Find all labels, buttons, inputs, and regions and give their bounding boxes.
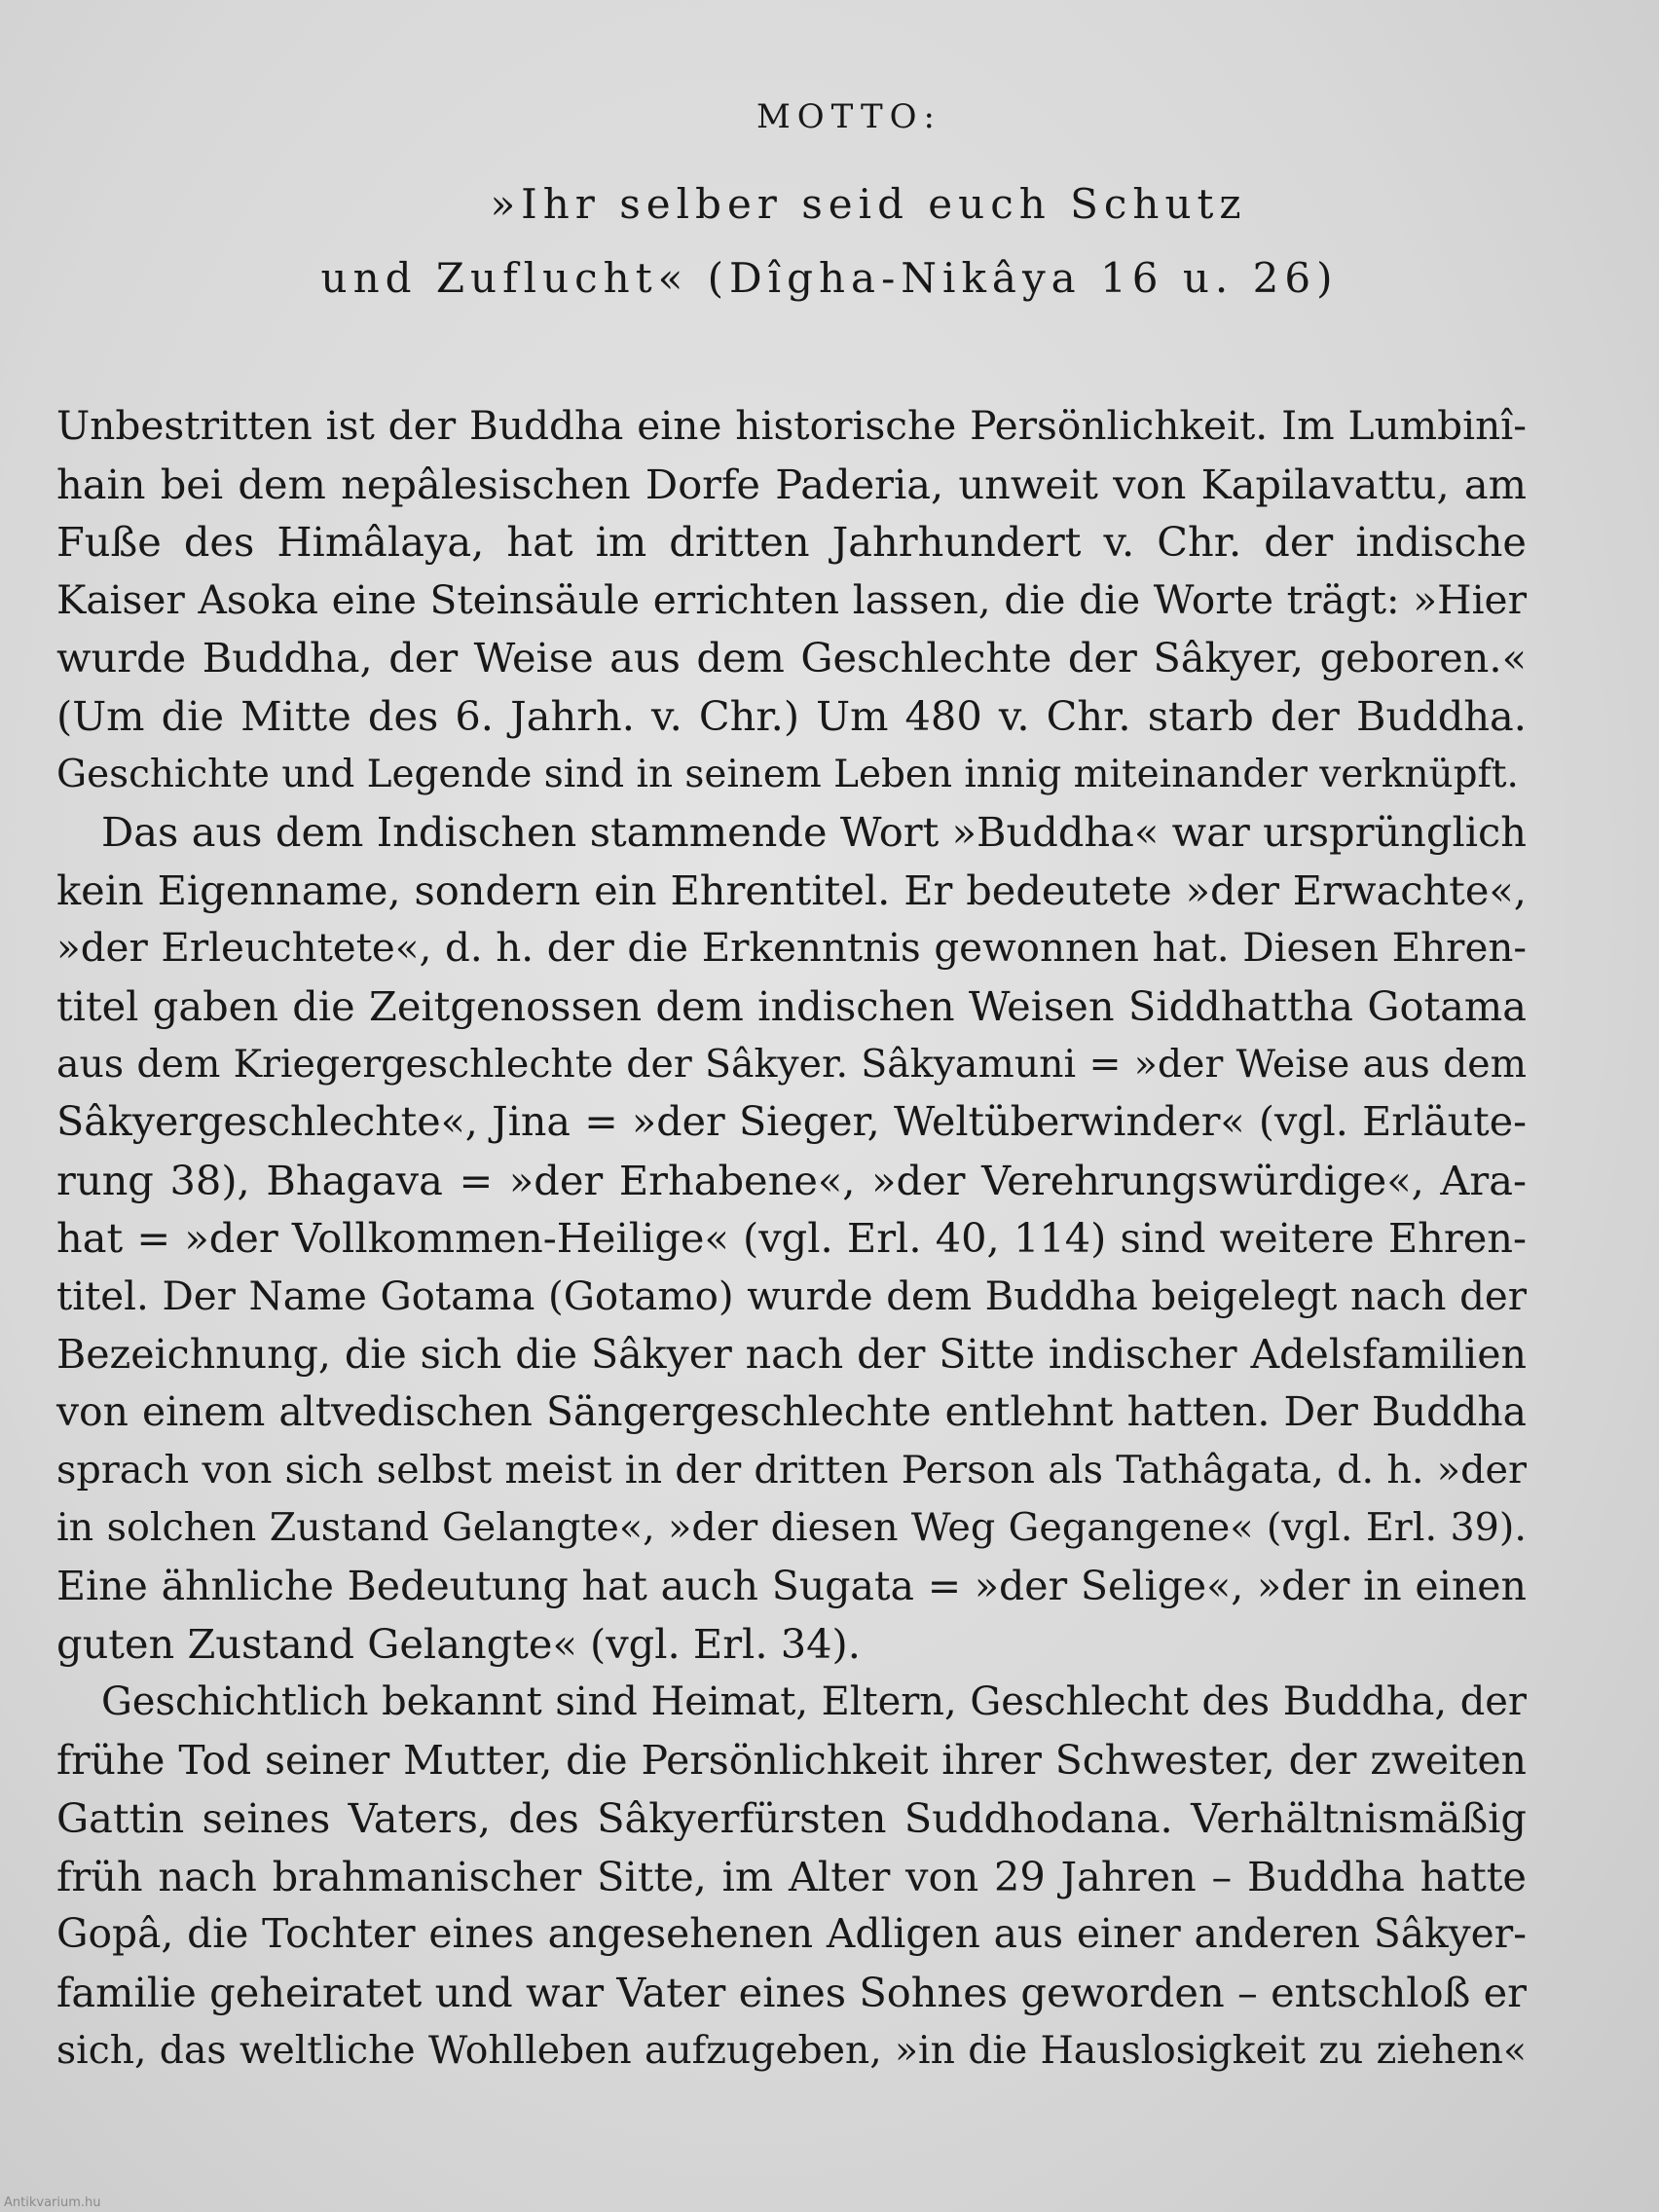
text-line: Sâkyergeschlechte«, Jina = »der Sieger, Weltüberwinder« (vgl. Erläute- [56,1098,1527,1146]
paragraph-2 [56,803,1527,1674]
text-line: frühe Tod seiner Mutter, die Persönlichkeit ihrer Schwester, der zweiten [56,1736,1527,1784]
text-line: Fuße des Himâlaya, hat im dritten Jahrhundert v. Chr. der indische [56,518,1527,567]
text-line: in solchen Zustand Gelangte«, »der diesen Weg Gegangene« (vgl. Erl. 39). [56,1505,1527,1551]
motto-quote-line-1: »Ihr selber seid euch Schutz [490,180,1247,228]
text-line: Gopâ, die Tochter eines angesehenen Adligen aus einer anderen Sâkyer- [56,1910,1527,1958]
text-line: titel gaben die Zeitgenossen dem indischen Weisen Siddhattha Gotama [56,981,1527,1030]
text-line: hat = »der Vollkommen-Heilige« (vgl. Erl. 40, 114) sind weitere Ehren- [56,1214,1527,1263]
motto-quote-line-2: und Zuflucht« (Dîgha-Nikâya 16 u. 26) [320,254,1339,302]
text-line: (Um die Mitte des 6. Jahrh. v. Chr.) Um 480 v. Chr. starb der Buddha. [56,691,1527,740]
text-line: von einem altvedischen Sängergeschlechte entlehnt hatten. Der Buddha [56,1388,1527,1436]
text-line: sprach von sich selbst meist in der dritten Person als Tathâgata, d. h. »der [56,1447,1527,1493]
paragraph-3 [56,1674,1527,2080]
text-line: Geschichte und Legende sind in seinem Leben innig miteinander verknüpft. [56,752,1519,796]
text-line: Eine ähnliche Bedeutung hat auch Sugata = »der Selige«, »der in einen [56,1562,1527,1609]
text-line: Kaiser Asoka eine Steinsäule errichten lassen, die die Worte trägt: »Hier [56,575,1527,623]
text-line: rung 38), Bhagava = »der Erhabene«, »der Verehrungswürdige«, Ara- [56,1156,1527,1204]
text-line: wurde Buddha, der Weise aus dem Geschlechte der Sâkyer, geboren.« [56,634,1527,682]
text-line: aus dem Kriegergeschlechte der Sâkyer. Sâkyamuni = »der Weise aus dem [56,1041,1527,1087]
text-line: Bezeichnung, die sich die Sâkyer nach der Sitte indischer Adelsfamilien [56,1330,1527,1378]
paragraph-1 [56,397,1527,803]
text-line: sich, das weltliche Wohlleben aufzugeben, »in die Hauslosigkeit zu ziehen« [56,2028,1527,2073]
text-line: »der Erleuchtete«, d. h. der die Erkenntnis gewonnen hat. Diesen Ehren- [56,925,1527,972]
text-line: guten Zustand Gelangte« (vgl. Erl. 34). [56,1620,861,1669]
body-text [56,397,1527,2080]
text-line: Das aus dem Indischen stammende Wort »Buddha« war ursprünglich [101,808,1527,857]
motto-block [0,97,1659,315]
text-line: Unbestritten ist der Buddha eine historische Persönlichkeit. Im Lumbinî- [56,402,1527,449]
text-line: Gattin seines Vaters, des Sâkyerfürsten Suddhodana. Verhältnismäßig [56,1794,1527,1843]
watermark: Antikvarium.hu [4,2195,101,2210]
text-line: hain bei dem nepâlesischen Dorfe Paderia, unweit von Kapilavattu, am [56,460,1527,508]
text-line: familie geheiratet und war Vater eines Sohnes geworden – entschloß er [56,1969,1527,2017]
text-line: titel. Der Name Gotama (Gotamo) wurde dem Buddha beigelegt nach der [56,1272,1527,1319]
motto-label: MOTTO: [756,97,941,136]
text-line: kein Eigenname, sondern ein Ehrentitel. Er bedeutete »der Erwachte«, [56,866,1527,914]
text-line: früh nach brahmanischer Sitte, im Alter von 29 Jahren – Buddha hatte [56,1852,1527,1900]
text-line: Geschichtlich bekannt sind Heimat, Eltern, Geschlecht des Buddha, der [101,1679,1527,1725]
